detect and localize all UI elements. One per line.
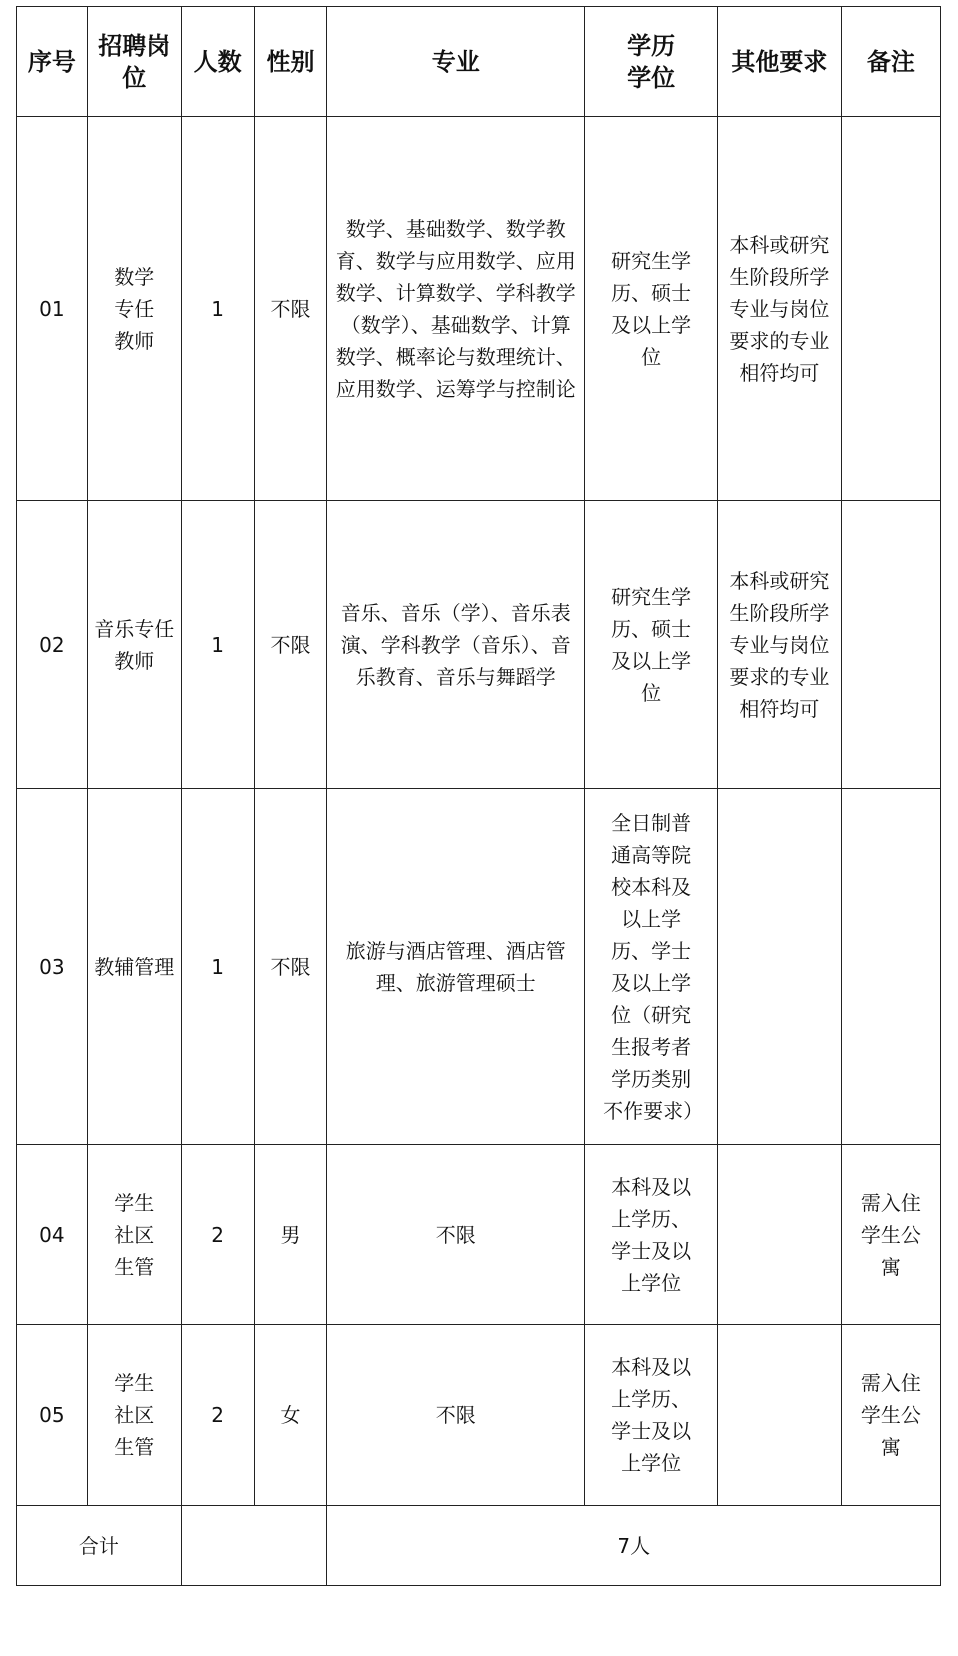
cell-seq: 01 [17,117,88,501]
cell-seq: 03 [17,789,88,1145]
header-education-line2: 学位 [627,63,676,92]
cell-major: 数学、基础数学、数学教育、数学与应用数学、应用数学、计算数学、学科教学（数学）、基础数学、计算数学、概率论与数理统计、应用数学、运筹学与控制论 [327,117,585,501]
cell-gender: 不限 [254,501,327,789]
cell-position: 学生社区生管 [87,1145,181,1325]
header-position: 招聘岗位 [87,7,181,117]
header-education-line1: 学历 [627,31,676,60]
table-row [17,1325,941,1506]
cell-remark [841,789,940,1145]
header-remark: 备注 [841,7,940,117]
cell-other [718,1325,842,1506]
cell-other [718,1145,842,1325]
cell-education: 本科及以上学历、学士及以上学位 [585,1145,718,1325]
cell-other: 本科或研究生阶段所学专业与岗位要求的专业相符均可 [718,501,842,789]
cell-education: 研究生学历、硕士及以上学位 [585,501,718,789]
cell-education: 本科及以上学历、学士及以上学位 [585,1325,718,1506]
total-empty-cell [181,1506,327,1586]
cell-major: 音乐、音乐（学）、音乐表演、学科教学（音乐）、音乐教育、音乐与舞蹈学 [327,501,585,789]
cell-position: 音乐专任教师 [87,501,181,789]
cell-other: 本科或研究生阶段所学专业与岗位要求的专业相符均可 [718,117,842,501]
total-label: 合计 [17,1506,182,1586]
table-row [17,501,941,789]
table-row [17,789,941,1145]
cell-seq: 02 [17,501,88,789]
header-other: 其他要求 [718,7,842,117]
cell-position: 学生社区生管 [87,1325,181,1506]
header-major: 专业 [327,7,585,117]
cell-other [718,789,842,1145]
cell-gender: 不限 [254,117,327,501]
cell-remark [841,117,940,501]
header-gender: 性别 [254,7,327,117]
cell-position: 教辅管理 [87,789,181,1145]
cell-seq: 04 [17,1145,88,1325]
header-seq: 序号 [17,7,88,117]
cell-count: 2 [181,1145,254,1325]
header-count: 人数 [181,7,254,117]
cell-gender: 不限 [254,789,327,1145]
total-value: 7人 [327,1506,941,1586]
cell-count: 1 [181,501,254,789]
cell-count: 2 [181,1325,254,1506]
cell-remark: 需入住学生公寓 [841,1145,940,1325]
cell-major: 旅游与酒店管理、酒店管理、旅游管理硕士 [327,789,585,1145]
cell-remark: 需入住学生公寓 [841,1325,940,1506]
table-row [17,1145,941,1325]
cell-gender: 男 [254,1145,327,1325]
cell-gender: 女 [254,1325,327,1506]
cell-remark [841,501,940,789]
header-education [585,7,718,117]
cell-position: 数学专任教师 [87,117,181,501]
cell-major: 不限 [327,1325,585,1506]
cell-education: 研究生学历、硕士及以上学位 [585,117,718,501]
recruitment-table [16,6,941,1586]
cell-major: 不限 [327,1145,585,1325]
total-row [17,1506,941,1586]
table-row [17,117,941,501]
cell-education: 全日制普通高等院校本科及以上学历、学士及以上学位（研究生报考者学历类别不作要求） [585,789,718,1145]
header-row [17,7,941,117]
cell-count: 1 [181,789,254,1145]
cell-seq: 05 [17,1325,88,1506]
cell-count: 1 [181,117,254,501]
